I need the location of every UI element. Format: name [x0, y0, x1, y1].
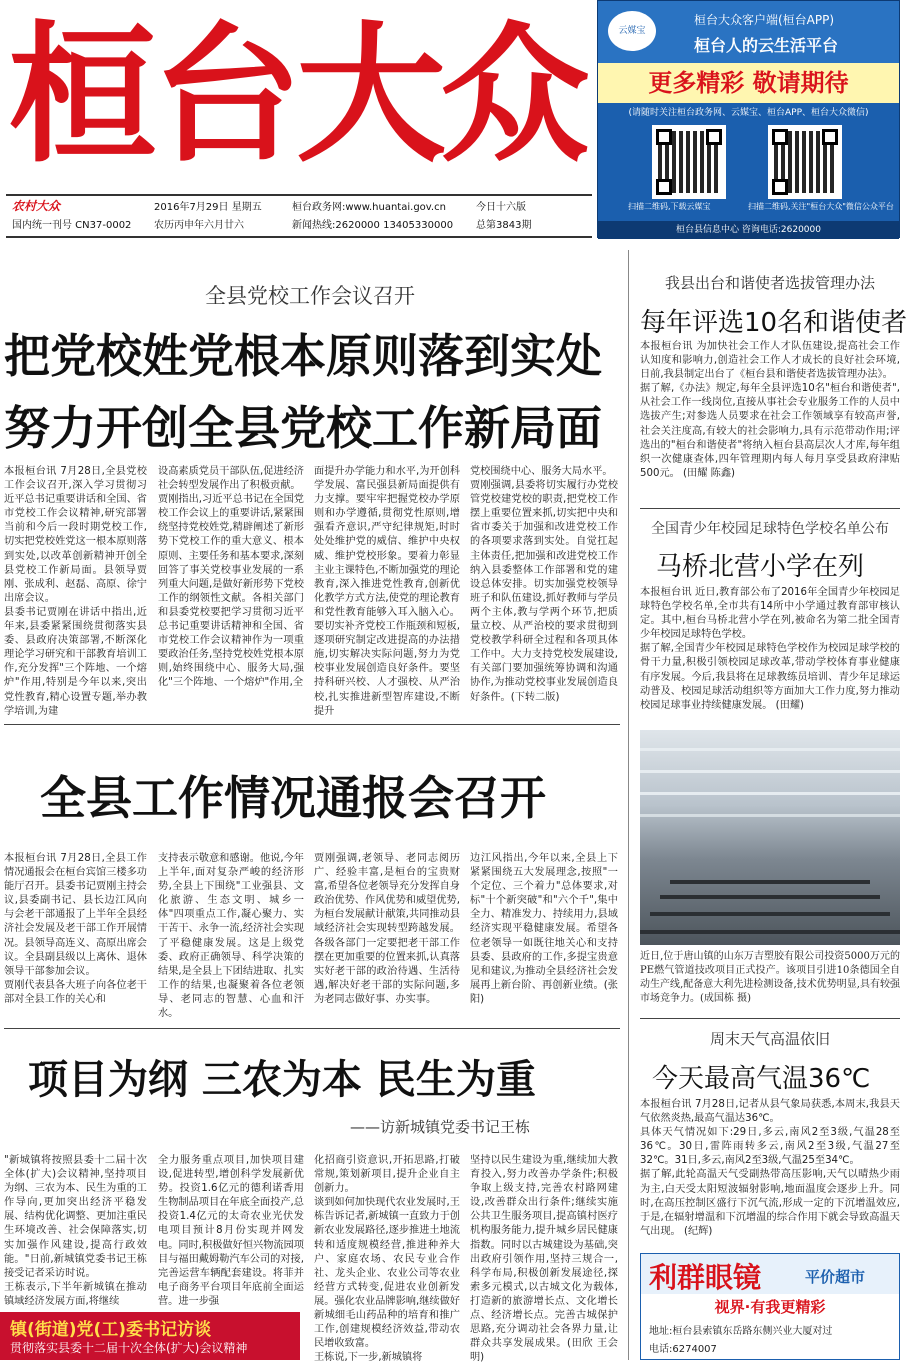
story2-column: 边江风指出,今年以来,全县上下紧紧围绕五大发展理念,按照"一个定位、三个着力"总体要求,对标"十个新突破"和"六个千",集中全力、精准发力、持续用力,县域经济实现平稳健康发展。希望各位老领导一如既往地关心和支持县委、县政府的工作,多提宝贵意见和建议,为推动全县经济社会发展再上新台阶、再创新业绩。(张阳)	[470, 853, 618, 1005]
lunar-date: 农历丙申年六月廿六	[154, 220, 244, 231]
ad-slogan: 更多精彩 敬请期待	[598, 63, 899, 103]
right1-body: 本报桓台讯 为加快社会工作人才队伍建设,提高社会工作认知度和影响力,创造社会工作人才成长的良好社会环境,日前,我县制定出台了《桓台县和谐使者选拔管理办法》。 据了解,《办法》规定,每年全县评选10名"桓台和谐使者",从社会工作一线岗位,直接从事社会专业服务工作的人员中选拔产生;对参选人员要求在社会工作领域享有较高声誉,社会关注度高,有较大的社会影响力,具有示范带动作用;评选出的"桓台和谐使者"将纳入桓台县高层次人才库,每年组织一次健康查体,四年管理期内每人每月享受县政府津贴500元。 (田耀 陈鑫)	[640, 341, 900, 479]
masthead-info-bar	[6, 194, 592, 238]
right1-headline: 每年评选10名和谐使者	[640, 308, 907, 338]
section-divider	[4, 724, 620, 725]
yunmeibao-logo-icon: 云媒宝	[608, 11, 656, 51]
eyewear-address: 地址:桓台县索镇东岳路东侧兴业大厦对过	[649, 1326, 833, 1337]
qr-code-icon	[768, 125, 842, 199]
brand-mark: 农村大众	[12, 199, 61, 213]
news-hotline: 新闻热线:2620000 13405330000	[292, 220, 454, 231]
ad-note: (请随时关注桓台政务网、云媒宝、桓台APP、桓台大众微信)	[628, 108, 869, 118]
story1-column: 设高素质党员干部队伍,促进经济社会转型发展作出了积极贡献。 贾刚指出,习近平总书记在全国党校工作会议上的重要讲话,紧紧围绕坚持党校姓党,精辟阐述了新形势下党校工作的重大意义、根本原则、主要任务和基本要求,深刻回答了事关党校事业发展的一系列重大问题,是做好新形势下党校工作的纲领性文献。各相关部门和县委党校要把学习贯彻习近平总书记重要讲话精神和全国、省市党校工作会议精神作为一项重要政治任务,坚持党校姓党根本原则,始终围绕中心、服务大局,强化"三个阵地、一个熔炉"作用,全	[158, 466, 304, 689]
app-advertisement	[597, 0, 900, 238]
right1-kicker: 我县出台和谐使者选拔管理办法	[664, 274, 875, 292]
eyewear-advertisement	[640, 1253, 900, 1360]
section-divider	[640, 1018, 900, 1019]
story3-column: 化招商引资意识,开拓思路,打破常规,策划新项目,提升企业自主创新力。 谈到如何加快现代农业发展时,王栋告诉记者,新城镇一直致力于创新农业发展路径,逐步推进土地流转和适度规模经营,推进种养大户、家庭农场、农民专业合作社、龙头企业、农业公司等农业经营方式转变,促进农业创新发展。强化农业品牌影响,继续做好新城细毛山药品种的培育和推广工作,创建规模经济效益,带动农民增收致富。 王栋说,下一步,新城镇将	[314, 1155, 460, 1364]
story3-headline: 项目为纲 三农为本 民生为重	[28, 1056, 536, 1103]
masthead-title: 桓台大众	[8, 7, 585, 183]
story2-column: 支持表示敬意和感谢。他说,今年上半年,面对复杂严峻的经济形势,全县上下围绕"工业强县、文化旅游、生态文明、城乡一体"四项重点工作,凝心聚力、实干苦干、永争一流,经济社会实现了平稳健康发展。这是上级党委、政府正确领导、科学决策的结果,是全县上下团结进取、扎实工作的结果,也凝聚着各位老领导、老同志的智慧、心血和汗水。	[158, 853, 304, 1020]
ad-footer: 桓台县信息中心 咨询电话:2620000	[598, 221, 899, 239]
weather-kicker: 周末天气高温依旧	[709, 1030, 830, 1048]
qr2-caption: 扫描二维码,关注"桓台大众"微信公众平台	[748, 202, 894, 211]
website: 桓台政务网:www.huantai.gov.cn	[292, 202, 446, 213]
banner-subtitle: 贯彻落实县委十二届十次全体(扩大)会议精神	[10, 1341, 248, 1355]
story2-headline: 全县工作情况通报会召开	[40, 771, 546, 825]
story3-subhead: ——访新城镇党委书记王栋	[350, 1118, 531, 1136]
story1-column: 本报桓台讯 7月28日,全县党校工作会议召开,深入学习贯彻习近平总书记重要讲话和全国、省市党校工作会议精神,研究部署当前和今后一段时期党校工作,切实把党校姓党这一根本原则落到实处,以改革创新精神开创全县党校工作新局面。县领导贾刚、张成利、赵磊、高原、徐宁出席会议。 县委书记贾刚在讲话中指出,近年来,县委紧紧围绕贯彻落实县委、县政府决策部署,不断深化理论学习研究和干部教育培训工作,充分发挥"三个阵地、一个熔炉"作用,特别是今年以来,突出党性教育,精心设置专题,举办教学培训,为建	[4, 466, 147, 717]
ad-header	[598, 1, 899, 63]
story2-column: 贾刚强调,老领导、老同志阅历广、经验丰富,是桓台的宝贵财富,希望各位老领导充分发挥自身政治优势、作风优势和威望优势,为桓台发展献计献策,共同推动县域经济社会实现转型跨越发展。各级各部门一定要把老干部工作摆在更加重要的位置来抓,认真落实好老干部的政治待遇、生活待遇,解决好老干部的实际问题,多为老同志做好事、办实事。	[314, 853, 460, 1005]
story1-column: 党校围绕中心、服务大局水平。 贾刚强调,县委将切实履行办党校管党校建党校的职责,把党校工作摆上重要位置来抓,切实把中央和省市委关于加强和改进党校工作的各项要求落到实处。自觉扛起主体责任,把加强和改进党校工作纳入县委整体工作部署和党的建设总体安排。切实加强党校领导班子和队伍建设,抓好教师与学员两个主体,教与学两个环节,把质量立校、从严治校的要求贯彻到党校教学科研全过程和各项具体工作中。大力支持党校发展建设,有关部门要加强统筹协调和沟通协作,为推动党校事业发展创造良好条件。(下转二版)	[470, 466, 618, 703]
interview-series-banner	[0, 1312, 300, 1360]
eyewear-name: 利群眼镜	[649, 1261, 762, 1294]
story3-column: "新城镇将按照县委十二届十次全体(扩大)会议精神,坚持项目为纲、三农为本、民生为重的工作导向,更加突出经济平稳发展、结构优化调整、更加注重民生环境改善、社会保障落实,切实加强作风建设,提高行政效能。"日前,新城镇党委书记王栋接受记者采访时说。 王栋表示,下半年新城镇在推动镇域经济发展方面,将继续	[4, 1155, 147, 1307]
column-divider	[628, 250, 629, 1360]
ad-line1: 桓台大众客户端(桓台APP)	[694, 13, 835, 27]
section-divider	[4, 1028, 620, 1029]
right2-body: 本报桓台讯 近日,教育部公布了2016年全国青少年校园足球特色学校名单,全市共有14所中小学通过教育部审核认定。其中,桓台马桥北营小学在列,被命名为第二批全国青少年校园足球特色学校。 据了解,全国青少年校园足球特色学校作为校园足球学校的骨干力量,积极引领校园足球改革,带动学校体育事业健康有序发展。今后,我县将在足球教练员培训、青少年足球运动普及、校园足球活动组织等方面加大工作力度,努力推动校园足球事业持续健康发展。 (田耀)	[640, 587, 900, 711]
story1-headline-line1: 把党校姓党根本原则落到实处	[4, 329, 602, 383]
eyewear-tag: 平价超市	[805, 1268, 866, 1286]
story1-kicker: 全县党校工作会议召开	[205, 284, 415, 308]
story3-column: 全力服务重点项目,加快项目建设,促进转型,增创科学发展新优势。投资1.6亿元的德利诺香用生物制品项目在年底全面投产,总投资1.4亿元的太奇农业光伏发电项目预计8月份实现并网发电。同时,积极做好恒兴物流园项目与福田戴姆勒汽车公司的对接,完善运营车辆配套建设。将菲并电子商务平台项目年底前全面运营。进一步强	[158, 1155, 304, 1307]
story2-column: 本报桓台讯 7月28日,全县工作情况通报会在桓台宾馆三楼多功能厅召开。县委书记贾刚主持会议,县委副书记、县长边江风向与会老干部通报了上半年全县经济社会发展及老干部工作开展情况。县领导高连义、高原出席会议。全县副县级以上离休、退休领导干部参加会议。 贾刚代表县各大班子向各位老干部对全县工作的关心和	[4, 853, 147, 1005]
right2-kicker: 全国青少年校园足球特色学校名单公布	[651, 521, 889, 537]
weather-body: 本报桓台讯 7月28日,记者从县气象局获悉,本周末,我县天气依然炎热,最高气温达36℃。 具体天气情况如下:29日,多云,南风2至3级,气温28至36℃。30日,雷阵雨转多云,南风2至3级,气温27至32℃。31日,多云,南风2至3级,气温25至34℃。 据了解,此轮高温天气受副热带高压影响,天气以晴热少雨为主,白天受太阳短波辐射影响,地面温度会逐步上升。同时,在高压控制区盛行下沉气流,形成一定的下沉增温效应,于是,在辐射增温和下沉增温的综合作用下就会导致高温天气出现。 (纪辉)	[640, 1099, 900, 1237]
page-count: 今日十六版	[476, 202, 526, 213]
qr-code-icon	[652, 125, 726, 199]
factory-photo	[640, 730, 900, 945]
photo-caption: 近日,位于唐山镇的山东万吉塑胶有限公司投资5000万元的PE燃气管道技改项目正式投产。该项目引进10条德国全自动生产线,配备意大利先进检测设备,技术优势明显,具有较强市场竞争力。(成国栋 摄)	[640, 951, 900, 1004]
cn-number: 国内统一刊号 CN37-0002	[12, 220, 132, 231]
weather-headline: 今天最高气温36℃	[652, 1064, 871, 1094]
eyewear-slogan: 视界·有我更精彩	[714, 1298, 826, 1316]
qr1-caption: 扫描二维码,下载云媒宝	[628, 202, 711, 211]
ad-line2: 桓台人的云生活平台	[694, 36, 839, 55]
section-divider	[640, 508, 900, 509]
banner-title: 镇(街道)党(工)委书记访谈	[10, 1320, 212, 1340]
publish-date: 2016年7月29日 星期五	[154, 202, 262, 213]
story3-column: 坚持以民生建设为重,继续加大教育投入,努力改善办学条件;积极争取上级支持,完善农村路网建设,改善群众出行条件;继续实施公共卫生服务项目,提高镇村医疗机构服务能力,提升城乡居民健康指数。同时以古城建设为基础,突出政府引领作用,坚持三规合一,科学布局,积极创新发展途径,探索多元模式,以古城文化为载体,打造新的旅游增长点、文化增长点、经济增长点。完善古城保护思路,充分调动社会各界力量,让群众共享发展成果。(田欣 王会明)	[470, 1155, 618, 1364]
story1-headline-line2: 努力开创全县党校工作新局面	[4, 401, 602, 455]
eyewear-phone: 电话:6274007	[649, 1344, 717, 1355]
issue-number: 总第3843期	[476, 220, 532, 231]
story1-column: 面提升办学能力和水平,为开创科学发展、富民强县新局面提供有力支撑。要牢牢把握党校办学原则和办学遵循,贯彻党性原则,增强看齐意识,严守纪律规矩,时时处处维护党的威信、维护中央权威、维护党校形象。要着力彰显主业主课特色,不断加强党的理论教育,深入推进党性教育,创新优化教学方式方法,使党的理论教育和党性教育能够入耳入脑入心。要切实补齐党校工作瓶颈和短板,逐项研究制定改进提高的办法措施,切实解决实际问题,努力为党校事业发展创造良好条件。要坚持科研兴校、人才强校、从严治校,扎实推进新型智库建设,不断提升	[314, 466, 460, 717]
right2-headline: 马桥北营小学在列	[656, 552, 865, 582]
